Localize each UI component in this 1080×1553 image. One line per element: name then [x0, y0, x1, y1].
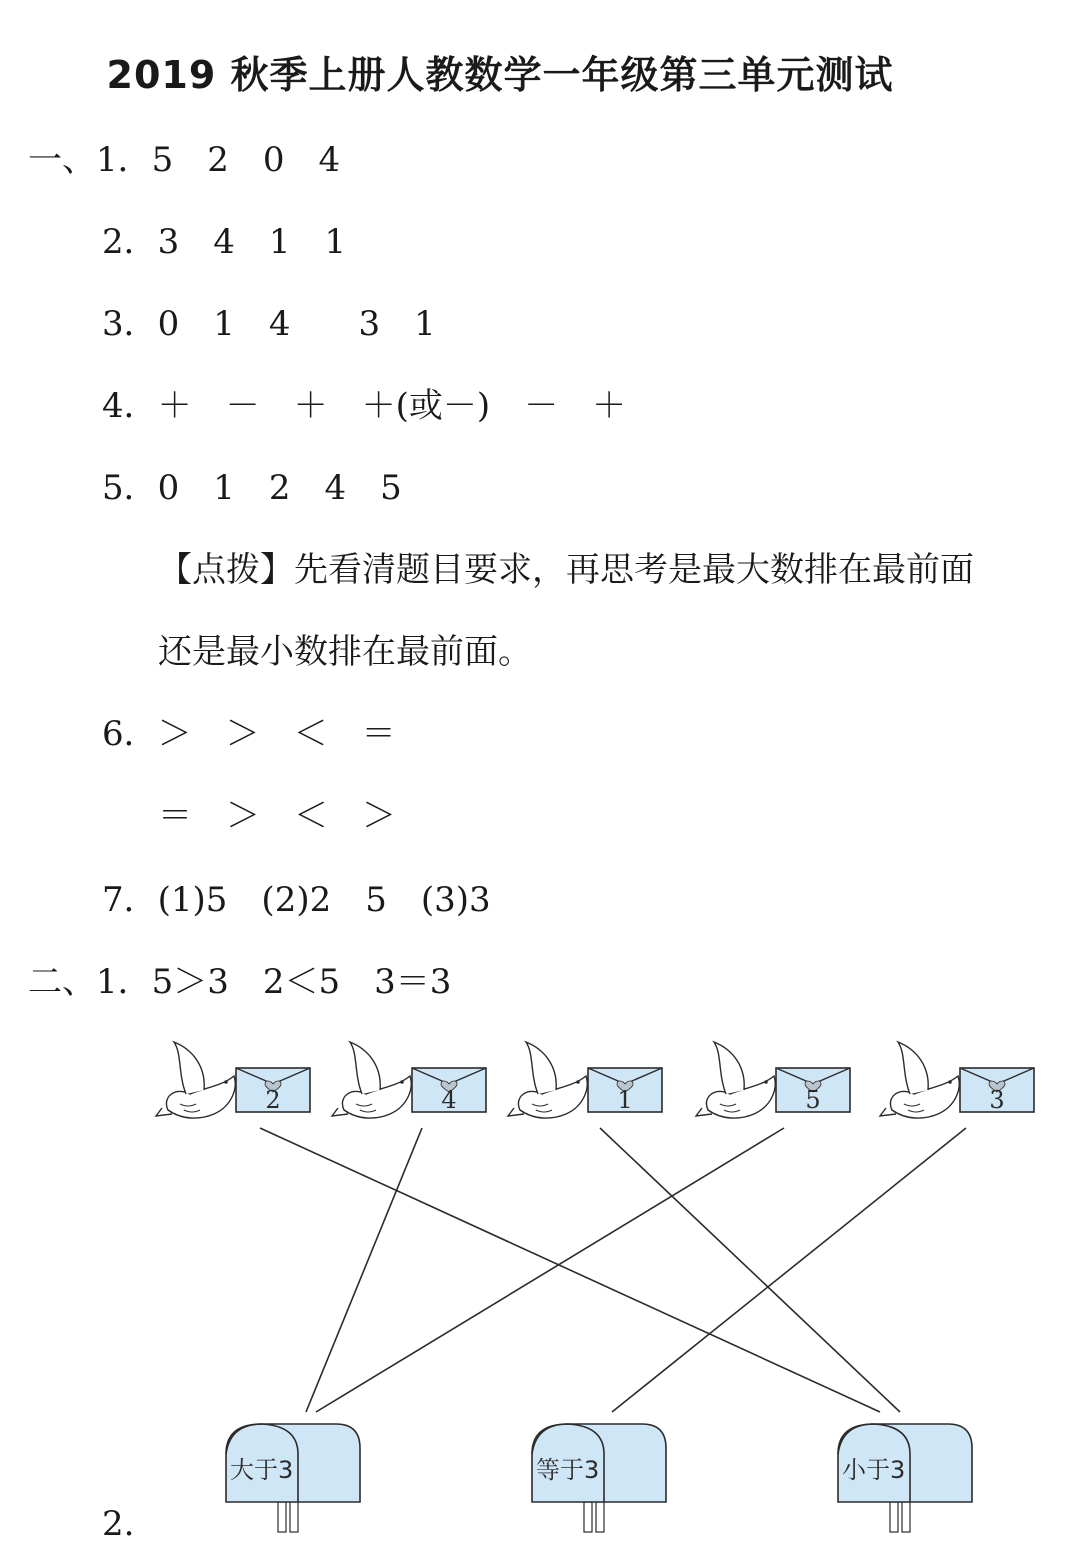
envelope-number: 1 — [617, 1086, 633, 1114]
mailbox-icon — [532, 1424, 666, 1532]
envelope-number: 2 — [265, 1086, 281, 1114]
mailbox-label: 等于3 — [536, 1456, 600, 1484]
connection-line — [306, 1128, 422, 1412]
connection-line — [600, 1128, 900, 1412]
dove-envelope-group — [508, 1042, 662, 1118]
mailbox-icon — [838, 1424, 972, 1532]
mailbox-label: 大于3 — [230, 1456, 294, 1484]
dove-envelope-group — [156, 1042, 310, 1118]
hint-line-1: 【点拨】先看清题目要求，再思考是最大数排在最前面 — [158, 550, 974, 590]
answer-2-2-label: 2. — [102, 1504, 135, 1544]
envelope-icon — [236, 1068, 310, 1114]
answer-2-1: 二、1．5＞3 2＜5 3＝3 — [28, 962, 452, 1002]
answer-1-6-row2: ＝ ＞ ＜ ＞ — [158, 796, 396, 836]
envelope-icon — [588, 1068, 662, 1114]
dove-icon — [696, 1042, 775, 1118]
connection-line — [260, 1128, 880, 1412]
answer-1-1: 一、1．5 2 0 4 — [28, 140, 341, 180]
dove-envelope-group — [696, 1042, 850, 1118]
mailbox-icon — [226, 1424, 360, 1532]
answer-1-3: 3．0 1 4 3 1 — [102, 304, 436, 344]
dove-icon — [508, 1042, 587, 1118]
dove-envelope-group — [332, 1042, 486, 1118]
dove-icon — [156, 1042, 235, 1118]
dove-icon — [880, 1042, 959, 1118]
envelope-icon — [412, 1068, 486, 1114]
mailbox-label: 小于3 — [842, 1456, 906, 1484]
answer-1-7: 7．(1)5 (2)2 5 (3)3 — [102, 880, 491, 920]
answer-1-5: 5．0 1 2 4 5 — [102, 468, 402, 508]
envelope-icon — [776, 1068, 850, 1114]
dove-icon — [332, 1042, 411, 1118]
envelope-icon — [960, 1068, 1034, 1114]
envelope-number: 5 — [805, 1086, 821, 1114]
answer-1-4: 4．＋ － ＋ ＋(或－) － ＋ — [102, 386, 627, 426]
dove-envelope-group — [880, 1042, 1034, 1118]
hint-line-2: 还是最小数排在最前面。 — [158, 632, 532, 672]
page-title: 2019 秋季上册人教数学一年级第三单元测试 — [106, 53, 894, 97]
answer-1-6-row1: 6．＞ ＞ ＜ ＝ — [102, 714, 396, 754]
envelope-number: 4 — [441, 1086, 457, 1114]
envelope-number: 3 — [989, 1086, 1005, 1114]
connection-line — [612, 1128, 966, 1412]
connection-line — [316, 1128, 784, 1412]
answer-1-2: 2．3 4 1 1 — [102, 222, 347, 262]
